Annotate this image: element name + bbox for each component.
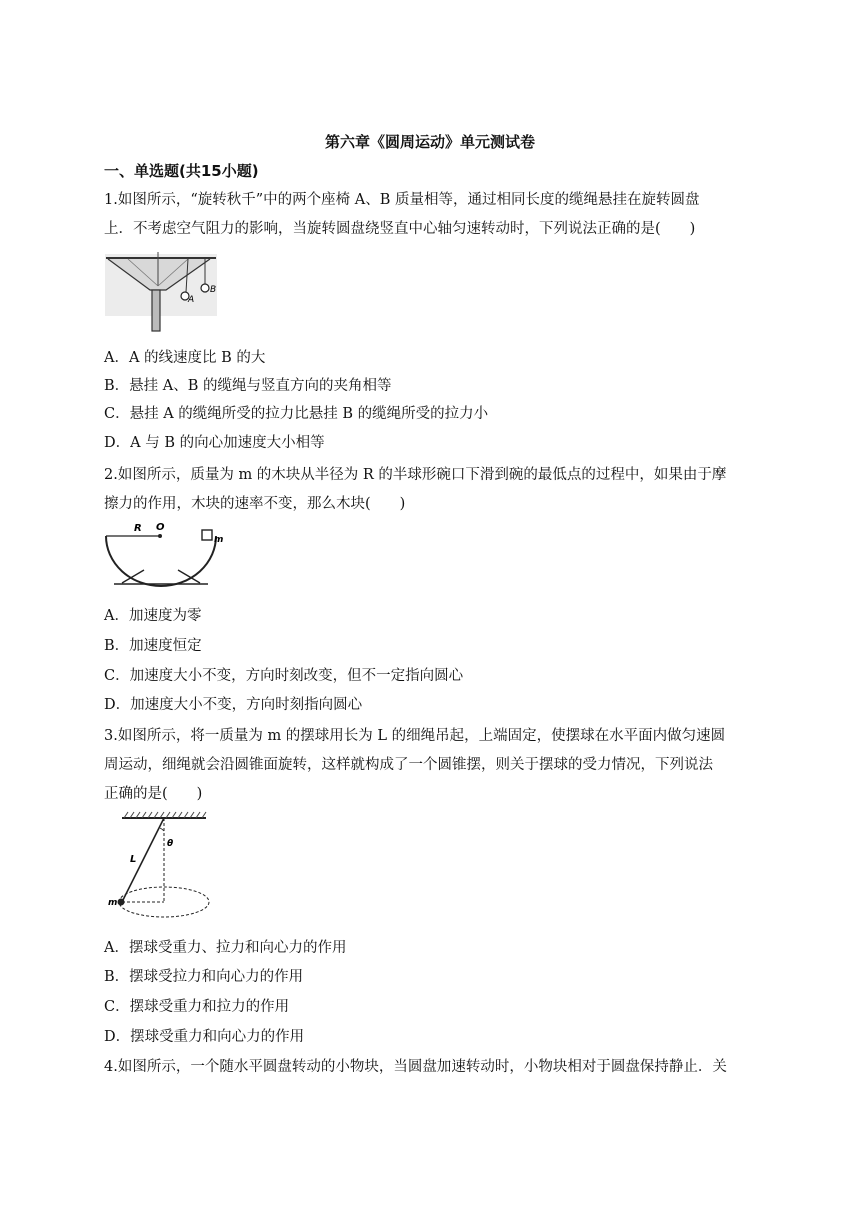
q1-label-b: B: [210, 285, 217, 295]
q3-stem-line-2: 周运动，细绳就会沿圆锥面旋转，这样就构成了一个圆锥摆，则关于摆球的受力情况，下列说法: [104, 757, 713, 773]
q1-option-a[interactable]: A．A 的线速度比 B 的大: [104, 350, 266, 366]
q3-option-b[interactable]: B．摆球受拉力和向心力的作用: [104, 969, 304, 985]
q3-option-c[interactable]: C．摆球受重力和拉力的作用: [104, 999, 290, 1015]
q1-option-d[interactable]: D．A 与 B 的向心加速度大小相等: [104, 435, 325, 451]
q3-stem-line-3: 正确的是( ): [104, 786, 203, 802]
q2-option-c[interactable]: C．加速度大小不变，方向时刻改变，但不一定指向圆心: [104, 668, 464, 684]
q1-stem-line-2: 上．不考虑空气阻力的影响，当旋转圆盘绕竖直中心轴匀速转动时，下列说法正确的是( ): [104, 221, 696, 237]
q2-hemispherical-bowl-figure: [104, 518, 230, 592]
q3-label-m: m: [108, 898, 118, 908]
q2-stem-line-2: 擦力的作用，木块的速率不变，那么木块( ): [104, 496, 406, 512]
q3-conical-pendulum-figure: [104, 810, 216, 920]
q1-rotating-swing-figure: [104, 250, 220, 334]
q3-option-d[interactable]: D．摆球受重力和向心力的作用: [104, 1029, 305, 1045]
q3-option-a[interactable]: A．摆球受重力、拉力和向心力的作用: [104, 940, 347, 956]
q3-label-theta: θ: [167, 839, 174, 849]
q1-label-a: A: [188, 295, 195, 305]
q4-stem-line-1: 4.如图所示，一个随水平圆盘转动的小物块，当圆盘加速转动时，小物块相对于圆盘保持静止．关: [104, 1059, 727, 1075]
q1-option-b[interactable]: B．悬挂 A、B 的缆绳与竖直方向的夹角相等: [104, 378, 392, 394]
q1-option-c[interactable]: C．悬挂 A 的缆绳所受的拉力比悬挂 B 的缆绳所受的拉力小: [104, 406, 489, 422]
q2-stem-line-1: 2.如图所示，质量为 m 的木块从半径为 R 的半球形碗口下滑到碗的最低点的过程中，如果由于摩: [104, 467, 727, 483]
q1-stem-line-1: 1.如图所示，“旋转秋千”中的两个座椅 A、B 质量相等，通过相同长度的缆绳悬挂在旋转圆盘: [104, 192, 700, 208]
section-heading: 一、单选题(共15小题): [104, 162, 259, 180]
q2-label-o: O: [156, 522, 165, 533]
q2-option-b[interactable]: B．加速度恒定: [104, 638, 202, 654]
q3-stem-line-1: 3.如图所示，将一质量为 m 的摆球用长为 L 的细绳吊起，上端固定，使摆球在水平面内做匀速圆: [104, 728, 726, 744]
q2-label-m: m: [214, 535, 224, 545]
q3-label-l: L: [130, 854, 137, 865]
q2-label-r: R: [134, 523, 142, 534]
page-title: 第六章《圆周运动》单元测试卷: [324, 133, 535, 151]
q2-option-a[interactable]: A．加速度为零: [104, 608, 202, 624]
q2-option-d[interactable]: D．加速度大小不变，方向时刻指向圆心: [104, 697, 363, 713]
